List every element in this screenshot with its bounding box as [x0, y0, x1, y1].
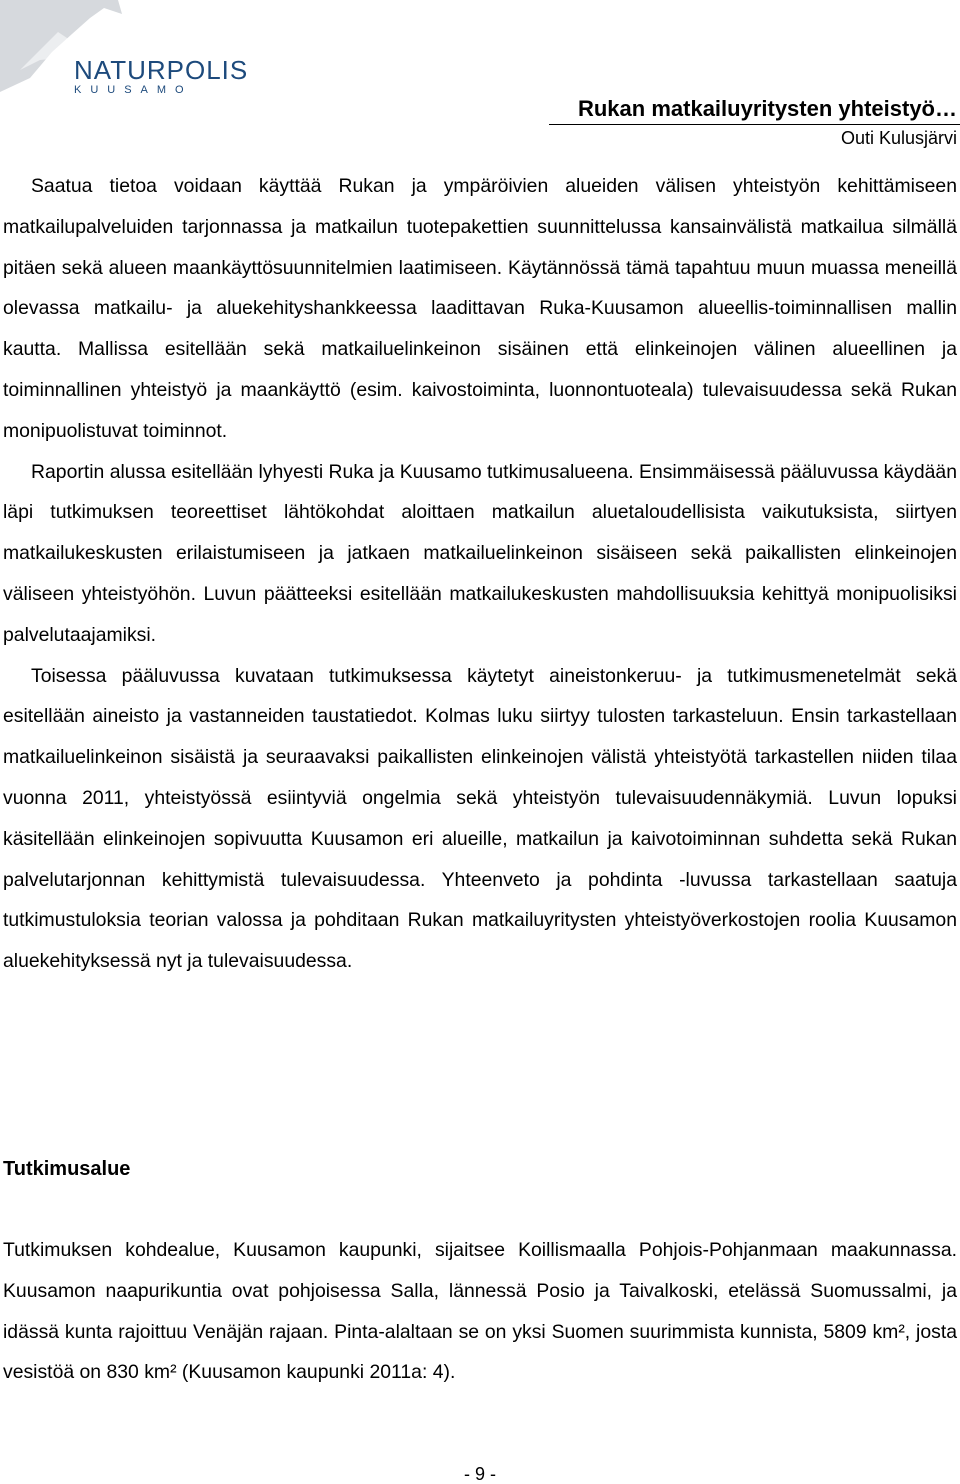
paragraph: Raportin alussa esitellään lyhyesti Ruka ja Kuusamo tutkimusalueena. Ensimmäisessä pääluvussa käydään läpi tutkimuksen teoreettiset lähtökohdat aloittaen matkailun aluetaloudellisista vaikutuksista, siirtyen matkailukeskusten erilaistumiseen ja jatkaen matkailuelinkeinon sisäiseen sekä paikallisten elinkeinojen väliseen yhteistyöhön. Luvun päätteeksi esitellään matkailukeskusten mahdollisuuksia kehittyä monipuolisiksi palvelutaajamiksi.	[3, 460, 957, 646]
section-heading: Tutkimusalue	[3, 1158, 131, 1180]
running-header-author: Outi Kulusjärvi	[840, 128, 957, 148]
running-header-title: Rukan matkailuyritysten yhteistyö…	[577, 96, 957, 121]
page-number: - 9 -	[463, 1464, 496, 1484]
section-text	[3, 1230, 957, 1393]
logo-subtitle: KUUSAMO	[74, 84, 193, 96]
intro-text	[3, 166, 957, 982]
naturpolis-logo	[0, 0, 249, 100]
paragraph: Tutkimuksen kohdealue, Kuusamon kaupunki, sijaitsee Koillismaalla Pohjois-Pohjanmaan maakunnassa. Kuusamon naapurikuntia ovat pohjoisessa Salla, lännessä Posio ja Taivalkoski, etelässä Suomussalmi, ja idässä kunta rajoittuu Venäjän rajaan. Pinta-alaltaan se on yksi Suomen suurimmista kunnista, 5809 km², josta vesistöä on 830 km² (Kuusamon kaupunki 2011a: 4).	[3, 1239, 957, 1384]
header-rule	[549, 124, 960, 125]
paragraph: Toisessa pääluvussa kuvataan tutkimuksessa käytetyt aineistonkeruu- ja tutkimusmenetelmät sekä esitellään aineisto ja vastanneiden taustatiedot. Kolmas luku siirtyy tulosten tarkasteluun. Ensin tarkastellaan matkailuelinkeinon sisäistä ja seuraavaksi paikallisten elinkeinojen välistä yhteistyötä tarkastellen niiden tilaa vuonna 2011, yhteistyössä esiintyviä ongelmia sekä yhteistyön tulevaisuudennäkymiä. Luvun lopuksi käsitellään elinkeinojen sopivuutta Kuusamon eri alueille, matkailun ja kaivotoiminnan suhdetta sekä Rukan palvelutarjonnan kehittymistä tulevaisuudessa. Yhteenveto ja pohdinta -luvussa tarkastellaan saatuja tutkimustuloksia teorian valossa ja pohditaan Rukan matkailuyritysten yhteistyöverkostojen roolia Kuusamon aluekehityksessä nyt ja tulevaisuudessa.	[3, 664, 957, 973]
paragraph: Saatua tietoa voidaan käyttää Rukan ja ympäröivien alueiden välisen yhteistyön kehittämiseen matkailupalveluiden tarjonnassa ja matkailun tuotepakettien suunnittelussa kansainvälistä matkailua silmällä pitäen sekä alueen maankäyttösuunnitelmien laatimiseen. Käytännössä tämä tapahtuu muun muassa meneillä olevassa matkailu- ja aluekehityshankkeessa laadittavan Ruka-Kuusamon alueellis-toiminnallisen mallin kautta. Mallissa esitellään sekä matkailuelinkeinon sisäinen että elinkeinojen välinen alueellinen ja toiminnallinen yhteistyö ja maankäyttö (esim. kaivostoiminta, luonnontuoteala) tulevaisuudessa sekä Rukan monipuolistuvat toiminnot.	[3, 175, 957, 442]
logo-wordmark: NATURPOLIS	[74, 55, 249, 85]
